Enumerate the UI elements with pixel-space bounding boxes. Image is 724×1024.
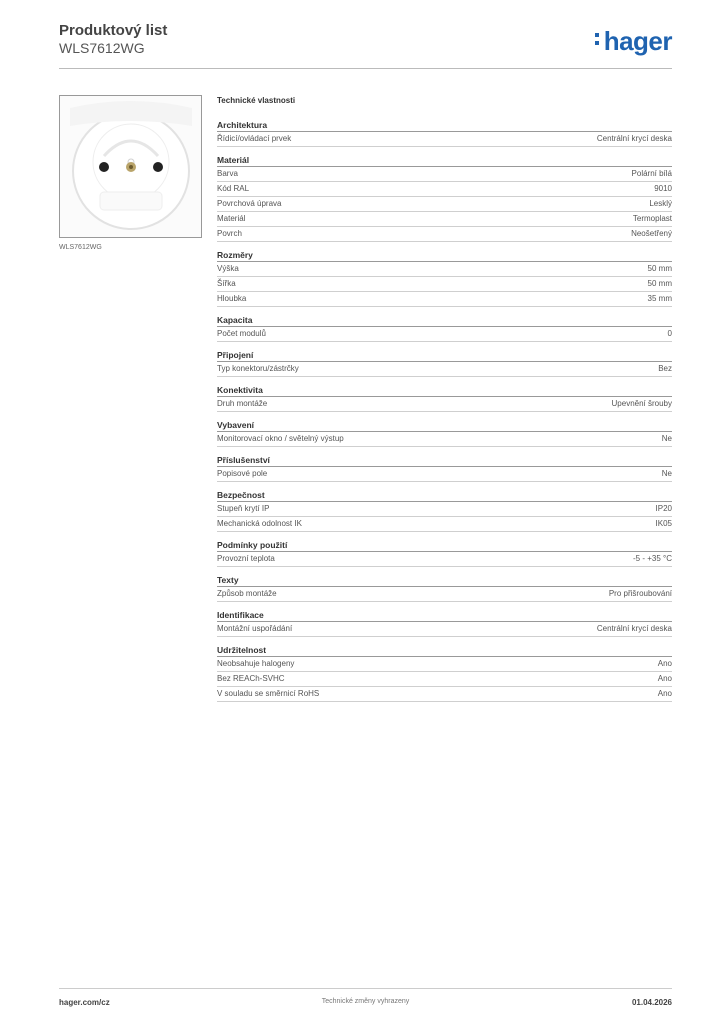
specs-title: Technické vlastnosti bbox=[217, 96, 296, 105]
section-title: Konektivita bbox=[217, 384, 672, 397]
spec-section bbox=[217, 314, 672, 342]
section-title: Vybavení bbox=[217, 419, 672, 432]
spec-section bbox=[217, 384, 672, 412]
spec-row bbox=[217, 467, 672, 482]
spec-value: Neošetřený bbox=[631, 229, 672, 238]
spec-label: Bez REACh-SVHC bbox=[217, 674, 285, 683]
spec-label: Popisové pole bbox=[217, 469, 268, 478]
spec-value: 35 mm bbox=[647, 294, 672, 303]
spec-label: Hloubka bbox=[217, 294, 247, 303]
section-title: Texty bbox=[217, 574, 672, 587]
spec-section bbox=[217, 539, 672, 567]
section-title: Identifikace bbox=[217, 609, 672, 622]
spec-section bbox=[217, 249, 672, 307]
spec-row bbox=[217, 182, 672, 197]
spec-row bbox=[217, 262, 672, 277]
spec-value: Pro přišroubování bbox=[608, 589, 672, 598]
section-title: Bezpečnost bbox=[217, 489, 672, 502]
spec-value: 9010 bbox=[654, 184, 672, 193]
specs-table bbox=[217, 96, 672, 702]
socket-illustration bbox=[60, 96, 201, 237]
spec-label: Počet modulů bbox=[217, 329, 266, 338]
spec-value: Termoplast bbox=[632, 214, 672, 223]
spec-row bbox=[217, 167, 672, 182]
footer-website: hager.com/cz bbox=[59, 998, 110, 1007]
spec-value: Centrální krycí deska bbox=[596, 134, 672, 143]
spec-section bbox=[217, 119, 672, 147]
spec-row bbox=[217, 432, 672, 447]
spec-row bbox=[217, 502, 672, 517]
spec-row bbox=[217, 197, 672, 212]
spec-label: Monitorovací okno / světelný výstup bbox=[217, 434, 344, 443]
spec-sections bbox=[217, 119, 672, 702]
spec-value: Polární bílá bbox=[631, 169, 672, 178]
spec-label: V souladu se směrnicí RoHS bbox=[217, 689, 320, 698]
spec-row bbox=[217, 687, 672, 702]
spec-row bbox=[217, 397, 672, 412]
spec-value: Ne bbox=[661, 469, 672, 478]
spec-row bbox=[217, 362, 672, 377]
spec-label: Materiál bbox=[217, 214, 246, 223]
spec-row bbox=[217, 327, 672, 342]
spec-row bbox=[217, 552, 672, 567]
spec-label: Barva bbox=[217, 169, 238, 178]
spec-value: 0 bbox=[667, 329, 672, 338]
spec-value: -5 - +35 °C bbox=[633, 554, 672, 563]
spec-section bbox=[217, 349, 672, 377]
spec-label: Šířka bbox=[217, 279, 236, 288]
spec-label: Provozní teplota bbox=[217, 554, 275, 563]
spec-label: Druh montáže bbox=[217, 399, 268, 408]
spec-row bbox=[217, 277, 672, 292]
spec-label: Výška bbox=[217, 264, 239, 273]
spec-section bbox=[217, 419, 672, 447]
logo-dots-icon bbox=[595, 33, 599, 49]
spec-row bbox=[217, 657, 672, 672]
spec-label: Montážní uspořádání bbox=[217, 624, 293, 633]
section-title: Udržitelnost bbox=[217, 644, 672, 657]
spec-label: Způsob montáže bbox=[217, 589, 277, 598]
page-header bbox=[59, 22, 167, 57]
spec-value: Lesklý bbox=[649, 199, 672, 208]
header-divider bbox=[59, 68, 672, 69]
product-code: WLS7612WG bbox=[59, 40, 145, 56]
section-title: Připojení bbox=[217, 349, 672, 362]
spec-label: Mechanická odolnost IK bbox=[217, 519, 302, 528]
hager-logo bbox=[604, 26, 672, 57]
spec-label: Neobsahuje halogeny bbox=[217, 659, 295, 668]
spec-value: 50 mm bbox=[647, 264, 672, 273]
spec-row bbox=[217, 132, 672, 147]
page-title: Produktový list bbox=[59, 22, 168, 39]
spec-label: Stupeň krytí IP bbox=[217, 504, 270, 513]
spec-section bbox=[217, 609, 672, 637]
spec-value: Ano bbox=[657, 659, 672, 668]
spec-row bbox=[217, 292, 672, 307]
spec-section bbox=[217, 644, 672, 702]
spec-row bbox=[217, 212, 672, 227]
spec-section bbox=[217, 574, 672, 602]
spec-section bbox=[217, 454, 672, 482]
spec-section bbox=[217, 154, 672, 242]
spec-label: Typ konektoru/zástrčky bbox=[217, 364, 299, 373]
section-title: Architektura bbox=[217, 119, 672, 132]
spec-value: 50 mm bbox=[647, 279, 672, 288]
logo-text: hager bbox=[603, 26, 672, 56]
section-title: Kapacita bbox=[217, 314, 672, 327]
footer-date: 01.04.2026 bbox=[631, 998, 672, 1007]
spec-row bbox=[217, 622, 672, 637]
spec-value: Centrální krycí deska bbox=[596, 624, 672, 633]
image-caption: WLS7612WG bbox=[59, 244, 102, 251]
spec-label: Povrchová úprava bbox=[217, 199, 282, 208]
spec-row bbox=[217, 227, 672, 242]
spec-row bbox=[217, 587, 672, 602]
spec-value: IP20 bbox=[655, 504, 672, 513]
spec-row bbox=[217, 672, 672, 687]
spec-section bbox=[217, 489, 672, 532]
spec-value: Upevnění šrouby bbox=[611, 399, 672, 408]
section-title: Příslušenství bbox=[217, 454, 672, 467]
section-title: Podmínky použití bbox=[217, 539, 672, 552]
spec-row bbox=[217, 517, 672, 532]
spec-value: Ano bbox=[657, 689, 672, 698]
section-title: Materiál bbox=[217, 154, 672, 167]
spec-value: Ne bbox=[661, 434, 672, 443]
spec-label: Povrch bbox=[217, 229, 242, 238]
spec-label: Řídicí/ovládací prvek bbox=[217, 134, 292, 143]
section-title: Rozměry bbox=[217, 249, 672, 262]
footer-divider bbox=[59, 988, 672, 989]
footer-note: Technické změny vyhrazeny bbox=[321, 998, 410, 1005]
spec-value: IK05 bbox=[655, 519, 672, 528]
spec-value: Bez bbox=[658, 364, 672, 373]
product-image bbox=[59, 95, 202, 238]
spec-label: Kód RAL bbox=[217, 184, 250, 193]
spec-value: Ano bbox=[657, 674, 672, 683]
